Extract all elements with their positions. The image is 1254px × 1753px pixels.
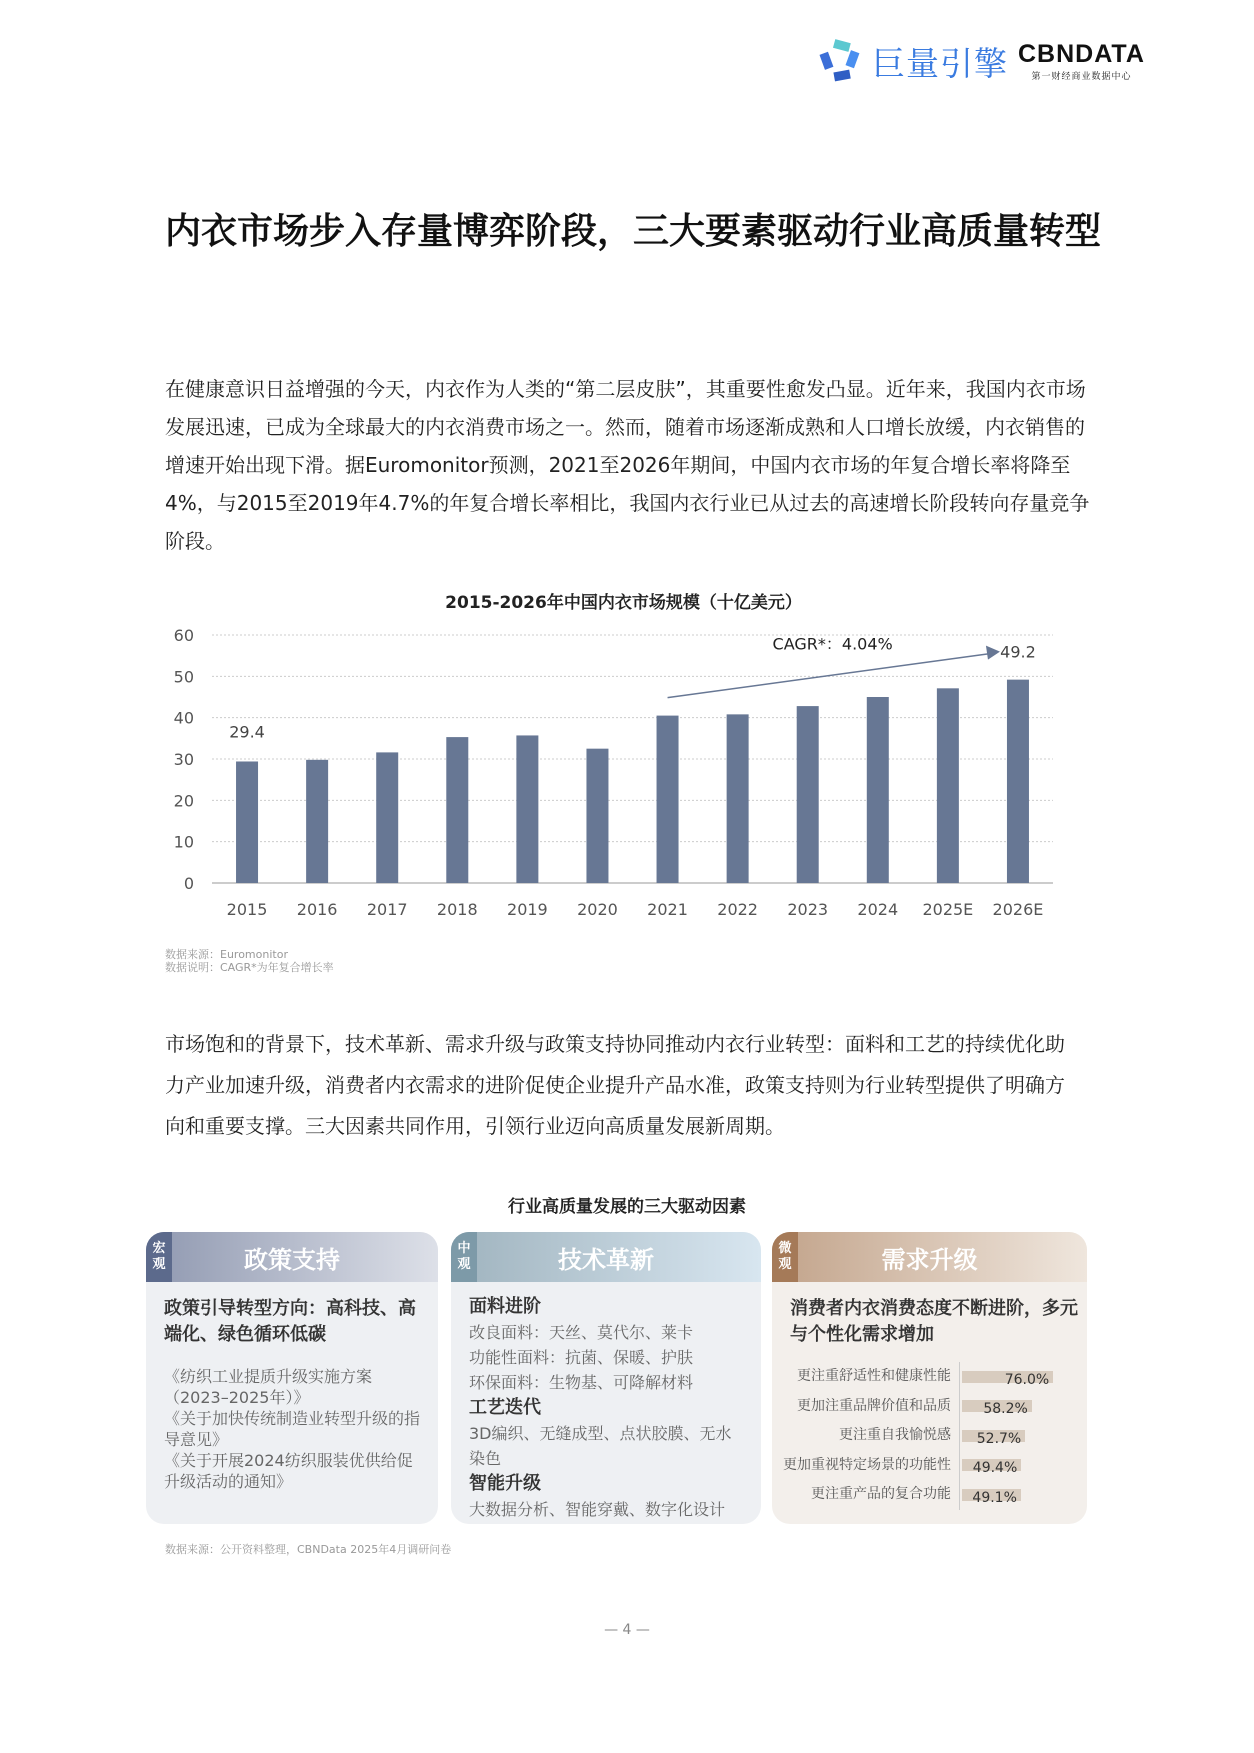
bar-2020	[586, 749, 608, 883]
intro-section	[160, 370, 1095, 613]
logo1-text: 巨量引擎	[872, 44, 1008, 83]
data-label-last: 49.2	[1000, 642, 1036, 662]
x-tick-label: 2019	[507, 900, 548, 919]
figure-title: 行业高质量发展的三大驱动因素	[508, 1197, 746, 1217]
x-tick-label: 2022	[717, 900, 758, 919]
logo2-text: CBNDATA	[1018, 40, 1145, 68]
data-label-first: 29.4	[229, 722, 265, 742]
bar-2023	[797, 706, 819, 883]
x-tick-label: 2020	[577, 900, 618, 919]
figure-source: 数据来源：公开资料整理，CBNData 2025年4月调研问卷	[165, 1543, 452, 1556]
x-tick-label: 2024	[857, 900, 899, 919]
panel-headline: 消费者内衣消费态度不断进阶，多元与个性化需求增加	[790, 1298, 1078, 1345]
section-heading: 工艺迭代	[469, 1397, 541, 1418]
intro-paragraph: 在健康意识日益增强的今天，内衣作为人类的“第二层皮肤”，其重要性愈发凸显。近年来，我国内衣市场发展迅速，已成为全球最大的内衣消费市场之一。然而，随着市场逐渐成熟和人口增长放缓，内衣销售的增速开始出现下滑。据Euromonitor预测，2021至2026年期间，中国内衣市场的年复合增长率将降至4%，与2015至2019年4.7%的年复合增长率相比，我国内衣行业已从过去的高速增长阶段转向存量竞争阶段。	[165, 377, 1090, 553]
tag-micro: 微 观	[772, 1232, 798, 1282]
x-tick-label: 2025E	[922, 900, 974, 919]
bar-fill	[962, 1459, 1021, 1477]
tag-macro: 宏 观	[146, 1232, 172, 1282]
panel-title: 技术革新	[558, 1245, 654, 1274]
panel-tech	[451, 1232, 761, 1524]
panel-title: 需求升级	[881, 1245, 978, 1274]
bar-value: 49.4%	[972, 1460, 1018, 1477]
tag-meso: 中 观	[451, 1232, 477, 1282]
x-tick-label: 2023	[787, 900, 829, 919]
bar-2019	[516, 735, 538, 883]
logo-mark-icon	[818, 39, 864, 85]
y-tick-label: 0	[183, 874, 194, 893]
policy-item: 《关于开展2024纺织服装优供给促升级活动的通知》	[164, 1451, 413, 1491]
page-title: 内衣市场步入存量博弈阶段，三大要素驱动行业高质量转型	[165, 211, 1102, 252]
chart-source	[165, 948, 334, 974]
bar-2018	[446, 737, 468, 883]
bar-2021	[657, 716, 679, 883]
x-tick-label: 2017	[366, 900, 408, 919]
y-tick-label: 40	[173, 708, 194, 728]
page-number: — 4 —	[604, 1622, 650, 1638]
policy-item: 《关于加快传统制造业转型升级的指导意见》	[164, 1409, 421, 1449]
section-line: 环保面料：生物基、可降解材料	[469, 1373, 694, 1392]
bar-2024	[867, 697, 889, 883]
cbndata-logo	[1018, 40, 1145, 82]
bar-fill	[962, 1430, 1025, 1447]
demand-bar-row	[780, 1451, 1079, 1481]
page-number-value: 4	[622, 1622, 632, 1638]
chart-source-line: 数据来源：Euromonitor	[165, 948, 288, 961]
cagr-arrow-head-icon	[986, 646, 1000, 660]
chart-note-line: 数据说明：CAGR*为年复合增长率	[165, 961, 334, 974]
y-tick-label: 20	[173, 791, 194, 811]
bar-fill	[962, 1489, 1021, 1506]
x-tick-label: 2018	[436, 900, 478, 919]
bar-label: 更注重舒适性和健康性能	[780, 1362, 960, 1392]
demand-bar-row	[780, 1362, 1079, 1392]
section-heading: 面料进阶	[469, 1296, 541, 1317]
y-tick-label: 50	[173, 667, 194, 687]
section-line: 功能性面料：抗菌、保暖、护肤	[469, 1348, 694, 1367]
panel-policy	[146, 1232, 438, 1524]
bar-2016	[306, 760, 328, 883]
section-line: 改良面料：天丝、莫代尔、莱卡	[469, 1323, 694, 1342]
juliang-engine-logo	[818, 38, 1008, 85]
section-line: 3D编织、无缝成型、点状胶膜、无水染色	[469, 1424, 732, 1468]
bar-fill	[962, 1371, 1053, 1388]
bar-value: 49.1%	[972, 1489, 1017, 1506]
policy-item: 《纺织工业提质升级实施方案（2023–2025年）》	[164, 1367, 373, 1407]
x-tick-label: 2021	[647, 900, 688, 919]
x-tick-label: 2026E	[992, 900, 1044, 919]
bar-value: 58.2%	[983, 1401, 1028, 1418]
bar-value: 52.7%	[976, 1430, 1022, 1447]
section-line: 大数据分析、智能穿戴、数字化设计	[469, 1500, 726, 1519]
demand-bar-chart	[780, 1362, 1079, 1510]
panel-title: 政策支持	[244, 1245, 340, 1274]
bar-label: 更加注重品牌价值和品质	[780, 1392, 960, 1422]
chart-title: 2015-2026年中国内衣市场规模（十亿美元）	[445, 593, 802, 613]
section-heading: 智能升级	[469, 1473, 541, 1494]
logo2-subtitle: 第一财经商业数据中心	[1031, 72, 1132, 82]
y-tick-label: 10	[173, 832, 194, 852]
y-tick-label: 60	[173, 626, 194, 645]
cagr-annotation: CAGR*：4.04%	[772, 634, 893, 654]
panel-headline: 政策引导转型方向：高科技、高端化、绿色循环低碳	[164, 1298, 416, 1345]
x-tick-label: 2016	[296, 900, 338, 919]
demand-bar-row	[780, 1392, 1079, 1422]
demand-bar-row	[780, 1480, 1079, 1510]
market-size-bar-chart	[160, 615, 1080, 935]
drivers-paragraph: 市场饱和的背景下，技术革新、需求升级与政策支持协同推动内衣行业转型：面料和工艺的持续优化助力产业加速升级，消费者内衣需求的进阶促使企业提升产品水准，政策支持则为行业转型提供了明确方向和重要支撑。三大因素共同作用，引领行业迈向高质量发展新周期。	[165, 1032, 1065, 1138]
bar-2017	[376, 752, 398, 883]
x-tick-label: 2015	[226, 900, 268, 919]
panel-demand	[772, 1232, 1087, 1524]
bar-2022	[727, 714, 749, 883]
bar-label: 更注重自我愉悦感	[780, 1421, 960, 1451]
bar-label: 更注重产品的复合功能	[780, 1480, 960, 1510]
y-tick-label: 30	[173, 750, 194, 769]
bar-value: 76.0%	[1004, 1371, 1050, 1388]
bar-2025E	[937, 688, 959, 883]
bar-label: 更加重视特定场景的功能性	[780, 1451, 960, 1481]
bar-2015	[236, 761, 258, 883]
demand-bar-row	[780, 1421, 1079, 1451]
bar-fill	[962, 1400, 1032, 1418]
bar-2026E	[1007, 680, 1029, 883]
